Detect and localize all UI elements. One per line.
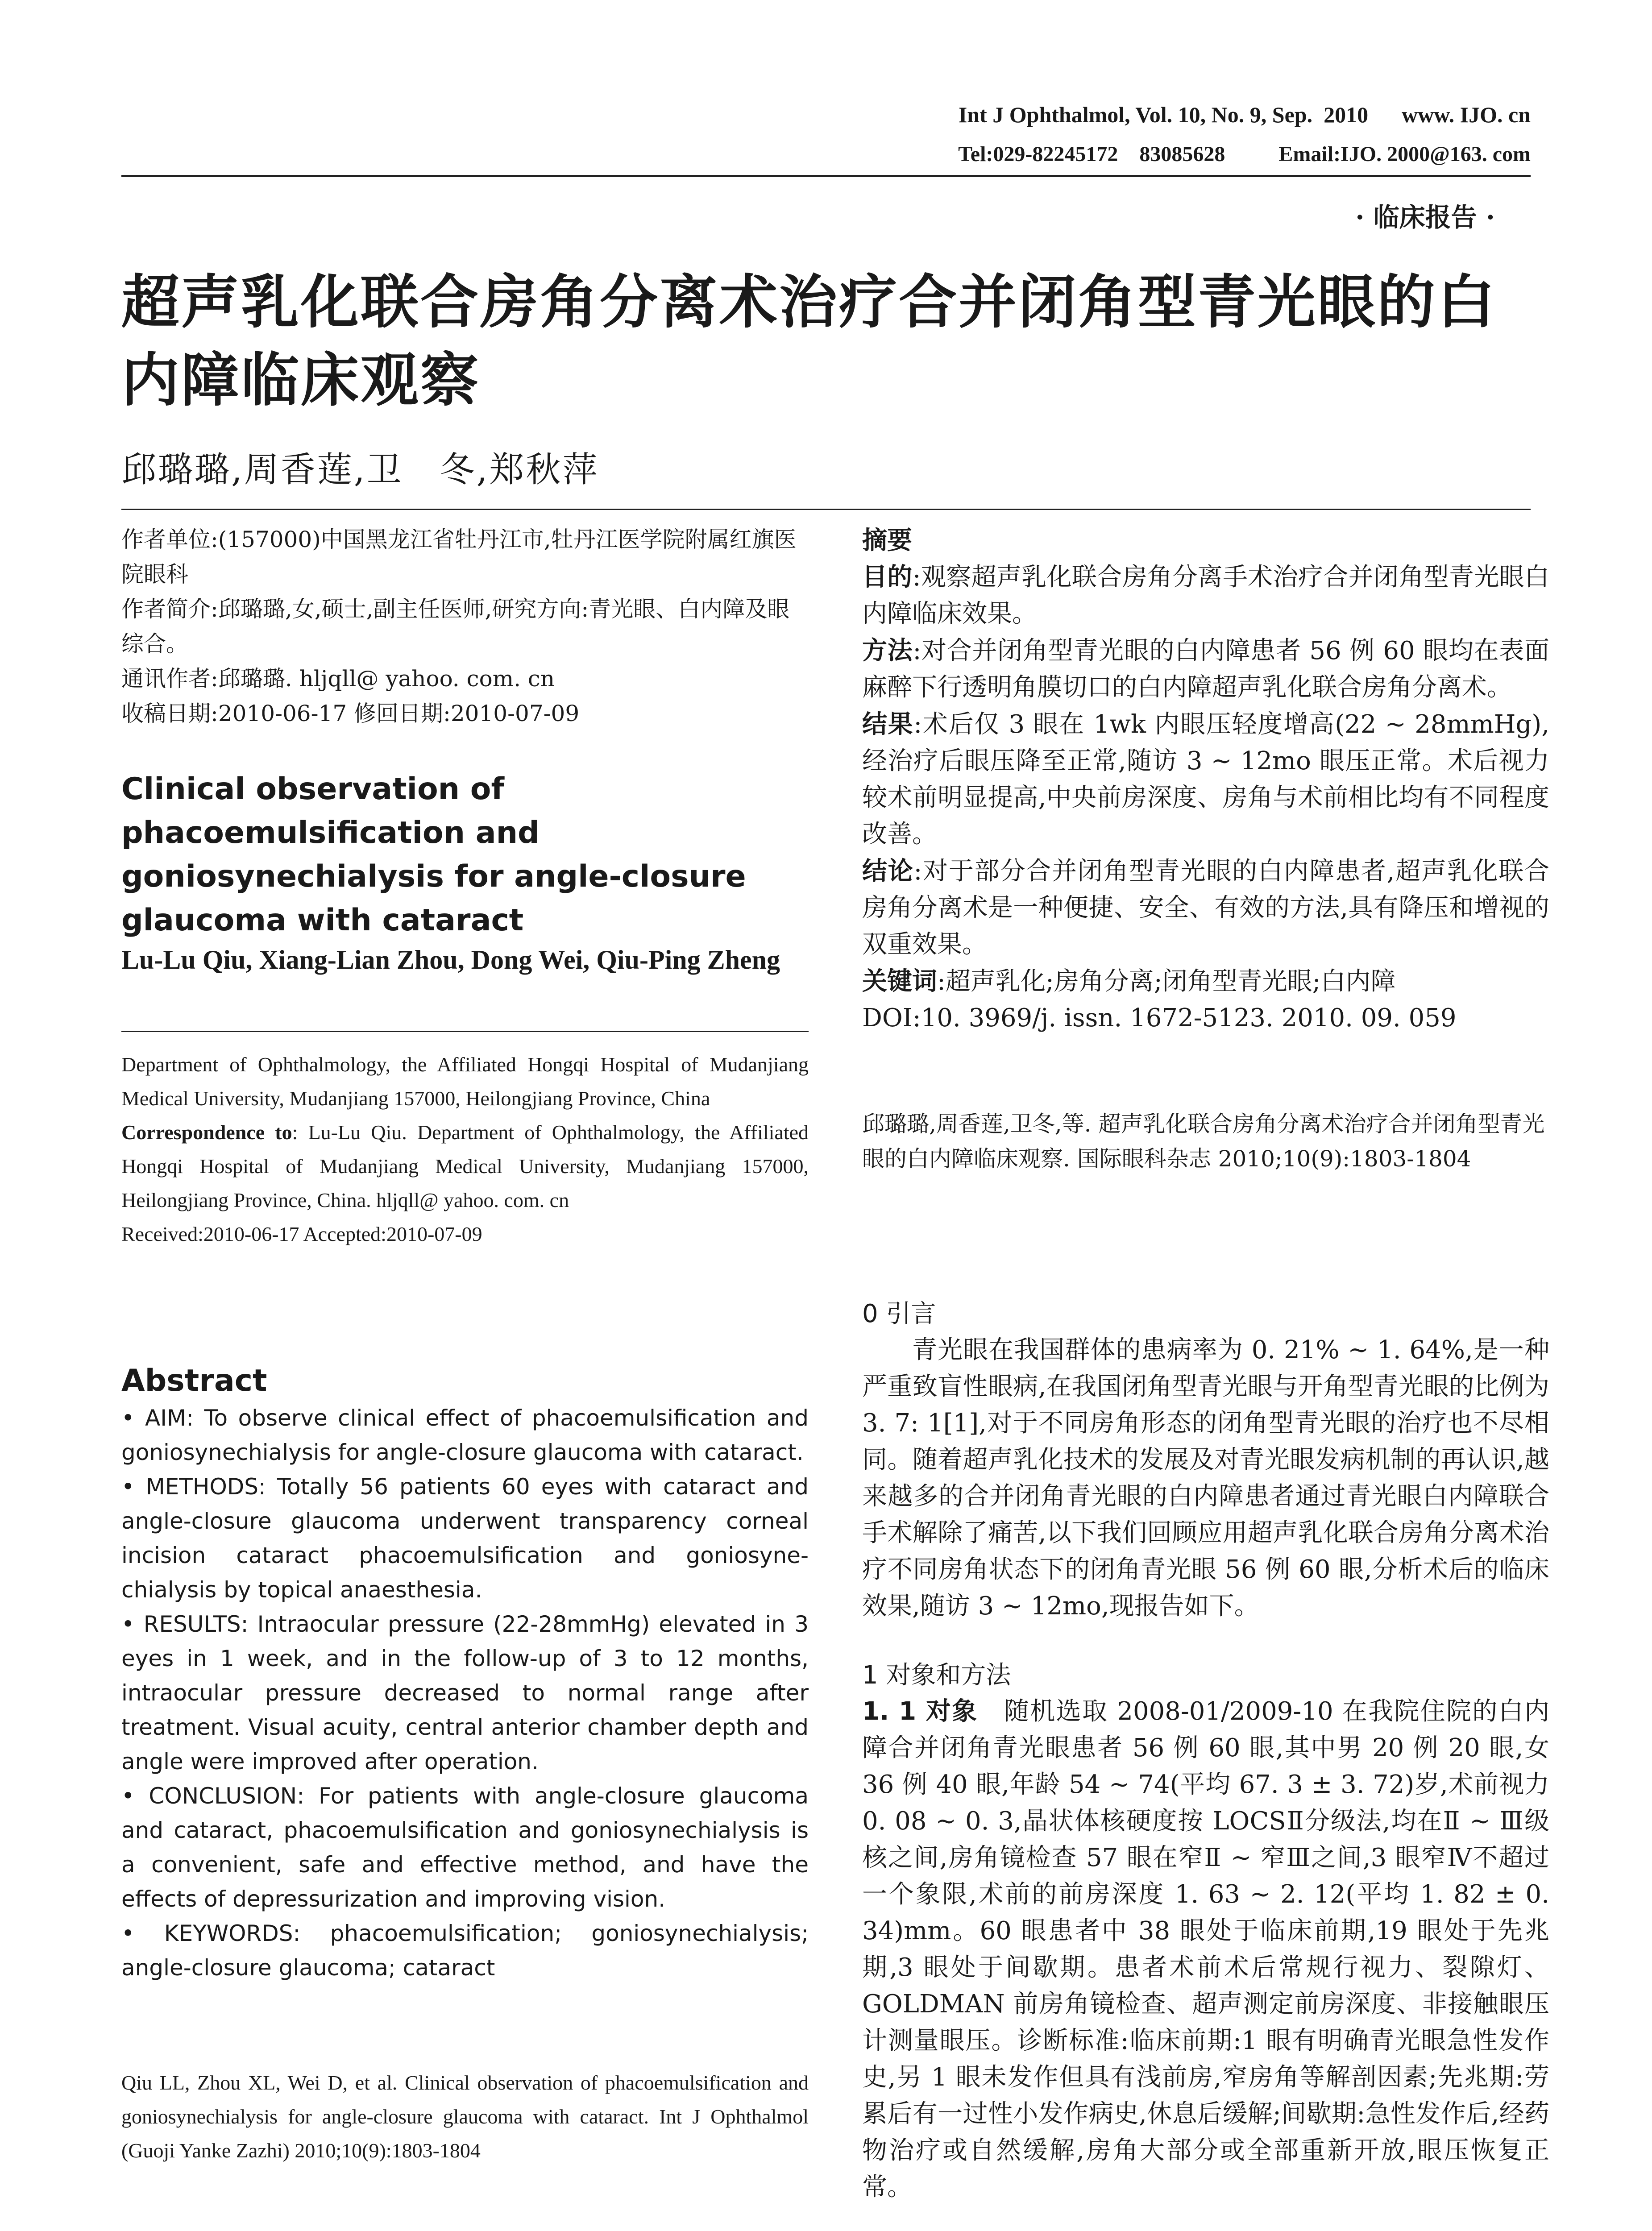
abstract-methods-en: • METHODS: Totally 56 patients 60 eyes with cataract and angle-closure glaucoma underwent transparency corneal incision cataract phacoemulsification and goniosyne-chialysis by topical anaesthesia. <box>121 1474 809 1603</box>
corresponding-author: 通讯作者:邱璐璐. hljqll@ yahoo. com. cn <box>121 666 555 692</box>
authors-en: Lu-Lu Qiu, Xiang-Lian Zhou, Dong Wei, Qiu-Ping Zheng <box>121 945 780 975</box>
abstract-aim-en: • AIM: To observe clinical effect of phacoemulsification and goniosynechialysis for angle-closure glaucoma with cataract. <box>121 1405 809 1465</box>
authors-rule <box>121 1031 809 1032</box>
methods-heading: 1 对象和方法 <box>862 1661 1011 1690</box>
header-rule <box>121 175 1531 177</box>
abstract-keywords-cn <box>862 963 1549 1000</box>
correspondence-en <box>121 1116 809 1217</box>
methods-text-cn: :对合并闭角型青光眼的白内障患者 56 例 60 眼均在表面麻醉下行透明角膜切口的白内障超声乳化联合房角分离术。 <box>862 636 1549 702</box>
abstract-results-cn <box>862 706 1549 853</box>
abstract-cn <box>862 522 1549 1037</box>
received-dates-cn: 收稿日期:2010-06-17 修回日期:2010-07-09 <box>121 701 580 726</box>
citation-en: Qiu LL, Zhou XL, Wei D, et al. Clinical observation of phacoemulsification and goniosynechialysis for angle-closure glaucoma with cataract. Int J Ophthalmol (Guoji Yanke Zazhi) 2010;10(9):1803-1804 <box>121 2071 809 2162</box>
keywords-text-cn: :超声乳化;房角分离;闭角型青光眼;白内障 <box>937 967 1396 996</box>
subject-label: 1. 1 对象 <box>862 1697 978 1726</box>
correspondence-text: : Lu-Lu Qiu. Department of Ophthalmology, the Affiliated Hongqi Hospital of Mudanjiang Medical University, Mudanjiang 157000, Heilongjiang Province, China. hljqll@ yahoo. com. cn <box>121 1121 809 1211</box>
intro-text: 青光眼在我国群体的患病率为 0. 21% ~ 1. 64%,是一种严重致盲性眼病,在我国闭角型青光眼与开角型青光眼的比例为 3. 7: 1[1],对于不同房角形态的闭角型青光眼的治疗也不尽相同。随着超声乳化技术的发展及对青光眼发病机制的再认识,越来越多的合并闭角青光眼的白内障患者通过青光眼白内障联合手术解除了痛苦,以下我们回顾应用超声乳化联合房角分离术治疗不同房角状态下的闭角青光眼 56 例 60 眼,分析术后的临床效果,随访 3 ~ 12mo,现报告如下。 <box>862 1335 1549 1621</box>
subject-text: 随机选取 2008-01/2009-10 在我院住院的白内障合并闭角青光眼患者 56 例 60 眼,其中男 20 例 20 眼,女 36 例 40 眼,年龄 54 ~ 74(平均 67. 3 ± 3. 72)岁,术前视力 0. 08 ~ 0. 3,晶状体核硬度按 LOCSⅡ分级法,均在Ⅱ ~ Ⅲ级核之间,房角镜检查 57 眼在窄Ⅱ ~ 窄Ⅲ之间,3 眼窄Ⅳ不超过一个象限,术前的前房深度 1. 63 ~ 2. 12(平均 1. 82 ± 0. 34)mm。60 眼患者中 38 眼处于临床前期,19 眼处于先兆期,3 眼处于间歇期。患者术前术后常规行视力、裂隙灯、GOLDMAN 前房角镜检查、超声测定前房深度、非接触眼压计测量眼压。诊断标准:临床前期:1 眼有明确青光眼急性发作史,另 1 眼未发作但具有浅前房,窄房角等解剖因素;先兆期:劳累后有一过性小发作病史,休息后缓解;间歇期:急性发作后,经药物治疗或自然缓解,房角大部分或全部重新开放,眼压恢复正常。 <box>862 1697 1550 2202</box>
abstract-heading-cn: 摘要 <box>862 526 912 555</box>
article-title-cn: 超声乳化联合房角分离术治疗合并闭角型青光眼的白内障临床观察 <box>121 268 1497 414</box>
abstract-aim-cn <box>862 559 1549 632</box>
aim-label-cn: 目的 <box>862 562 913 592</box>
doi: DOI:10. 3969/j. issn. 1672-5123. 2010. 09. 059 <box>862 1004 1457 1033</box>
article-title-en: Clinical observation of phacoemulsification and goniosynechialysis for angle-closure glaucoma with cataract <box>121 771 746 938</box>
methods-subject <box>862 1693 1549 2206</box>
citation-cn: 邱璐璐,周香莲,卫冬,等. 超声乳化联合房角分离术治疗合并闭角型青光眼的白内障临床观察. 国际眼科杂志 2010;10(9):1803-1804 <box>862 1111 1545 1172</box>
affiliation-en <box>121 1048 809 1251</box>
title-rule <box>121 509 1531 510</box>
aim-text-cn: :观察超声乳化联合房角分离手术治疗合并闭角型青光眼白内障临床效果。 <box>862 563 1550 628</box>
received-dates-en: Received:2010-06-17 Accepted:2010-07-09 <box>121 1223 482 1245</box>
author-bio: 作者简介:邱璐璐,女,硕士,副主任医师,研究方向:青光眼、白内障及眼综合。 <box>121 596 790 657</box>
results-text-cn: :术后仅 3 眼在 1wk 内眼压轻度增高(22 ~ 28mmHg),经治疗后眼压降至正常,随访 3 ~ 12mo 眼压正常。术后视力较术前明显提高,中央前房深度、房角与术前相比均有不同程度改善。 <box>862 710 1549 849</box>
journal-contact-line: Tel:029-82245172 83085628 Email:IJO. 2000@163. com <box>958 142 1531 166</box>
abstract-results-en: • RESULTS: Intraocular pressure (22-28mmHg) elevated in 3 eyes in 1 week, and in the follow-up of 3 to 12 months, intraocular pressure decreased to normal range after treatment. Visual acuity, central anterior chamber depth and angle were improved after operation. <box>121 1611 809 1775</box>
abstract-en <box>121 1401 809 1985</box>
correspondence-label: Correspondence to <box>121 1121 292 1144</box>
methods-label-cn: 方法 <box>862 636 913 665</box>
department-en: Department of Ophthalmology, the Affiliated Hongqi Hospital of Mudanjiang Medical University, Mudanjiang 157000, Heilongjiang Province, China <box>121 1053 809 1110</box>
journal-header-line: Int J Ophthalmol, Vol. 10, No. 9, Sep. 2010 www. IJO. cn <box>958 102 1531 127</box>
conclusion-label-cn: 结论 <box>862 856 914 886</box>
abstract-heading-en: Abstract <box>121 1363 267 1398</box>
abstract-conclusion-cn <box>862 853 1549 963</box>
keywords-label-cn: 关键词 <box>862 966 937 996</box>
conclusion-text-cn: :对于部分合并闭角型青光眼的白内障患者,超声乳化联合房角分离术是一种便捷、安全、有效的方法,具有降压和增视的双重效果。 <box>862 857 1550 959</box>
affiliation-unit: 作者单位:(157000)中国黑龙江省牡丹江市,牡丹江医学院附属红旗医院眼科 <box>121 527 797 587</box>
affiliation-cn <box>121 522 809 731</box>
results-label-cn: 结果 <box>862 709 914 739</box>
abstract-keywords-en: • KEYWORDS: phacoemulsification; goniosynechialysis; angle-closure glaucoma; cataract <box>121 1920 809 1981</box>
section-tag: · 临床报告 · <box>1355 202 1495 232</box>
intro-heading: 0 引言 <box>862 1299 936 1328</box>
abstract-conclusion-en: • CONCLUSION: For patients with angle-closure glaucoma and cataract, phacoemulsification and goniosynechialysis is a convenient, safe and effective method, and have the effects of depressurization and improving vision. <box>121 1783 809 1912</box>
abstract-methods-cn <box>862 632 1549 706</box>
authors-cn: 邱璐璐,周香莲,卫 冬,郑秋萍 <box>121 450 599 490</box>
